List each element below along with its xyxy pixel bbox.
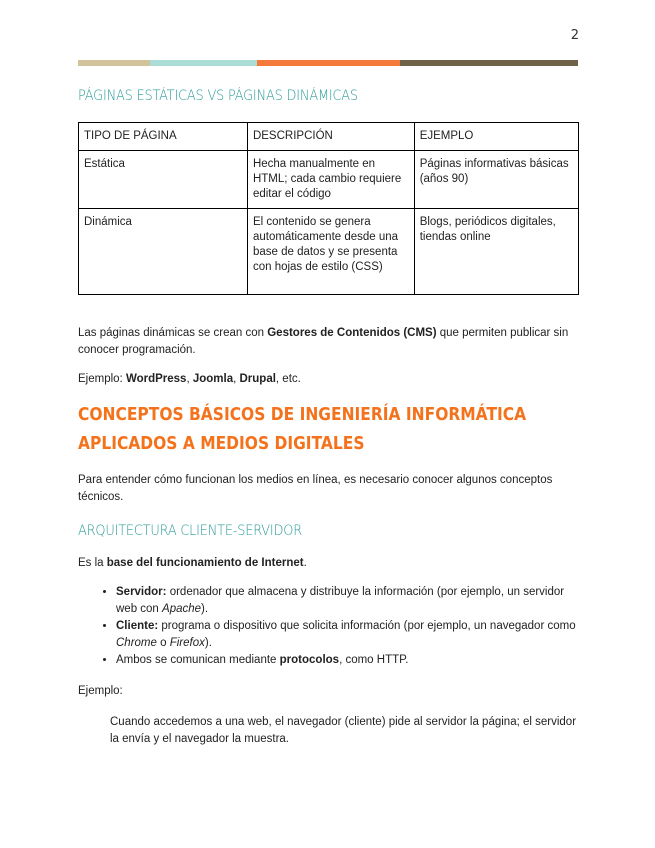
text: , — [186, 373, 193, 385]
concepts-intro: Para entender cómo funcionan los medios en línea, es necesario conocer algunos conceptos técnicos. — [78, 474, 553, 503]
text: . — [303, 557, 307, 569]
text: que permiten publicar sin conocer programación. — [78, 327, 569, 356]
table-row — [79, 151, 579, 209]
text: ). — [201, 603, 209, 615]
internet-bold: base del funcionamiento de Internet — [106, 557, 304, 569]
color-bar-segment-1 — [78, 60, 150, 66]
table-cell: Páginas informativas básicas (años 90) — [414, 151, 578, 209]
wordpress: WordPress — [125, 373, 187, 385]
table-header-cell: DESCRIPCIÓN — [247, 123, 414, 151]
text: programa o dispositivo que solicita información (por ejemplo, un navegador como — [158, 620, 576, 632]
page-number: 2 — [570, 28, 579, 43]
color-bar-segment-4 — [400, 60, 578, 66]
pages-comparison-table — [78, 122, 579, 295]
cms-paragraph — [78, 325, 578, 359]
cms-examples-paragraph — [78, 371, 578, 388]
text: Ejemplo: — [78, 373, 126, 385]
cms-bold: Gestores de Contenidos (CMS) — [267, 327, 437, 339]
chrome-italic: Chrome — [116, 637, 157, 649]
heading-static-vs-dynamic: PÁGINAS ESTÁTICAS VS PÁGINAS DINÁMICAS — [78, 88, 358, 104]
cliente-label: Cliente: — [116, 620, 159, 632]
drupal: Drupal — [239, 373, 276, 385]
table-header-row — [79, 123, 579, 151]
firefox-italic: Firefox — [169, 637, 205, 649]
table-cell: El contenido se genera automáticamente desde una base de datos y se presenta con hojas de estilo (CSS) — [247, 209, 414, 295]
text: Ambos se comunican mediante — [116, 654, 280, 666]
text: , — [233, 373, 240, 385]
table-header-cell: EJEMPLO — [414, 123, 578, 151]
client-server-intro — [78, 555, 578, 572]
protocolos-bold: protocolos — [279, 654, 340, 666]
table-header-cell: TIPO DE PÁGINA — [79, 123, 248, 151]
table-cell: Hecha manualmente en HTML; cada cambio requiere editar el código — [247, 151, 414, 209]
color-bar-segment-2 — [150, 60, 257, 66]
servidor-label: Servidor: — [116, 586, 167, 598]
page-content — [78, 88, 578, 748]
heading-basic-concepts: CONCEPTOS BÁSICOS DE INGENIERÍA INFORMÁTICA APLICADOS A MEDIOS DIGITALES — [78, 404, 527, 454]
color-bar-segment-3 — [257, 60, 400, 66]
heading-client-server: ARQUITECTURA CLIENTE-SERVIDOR — [78, 523, 302, 539]
text: , etc. — [275, 373, 301, 385]
header-color-bar — [78, 60, 578, 66]
example-label: Ejemplo: — [78, 685, 123, 697]
example-text: Cuando accedemos a una web, el navegador (cliente) pide al servidor la página; el servidor la envía y el navegador la muestra. — [110, 716, 577, 745]
table-row — [79, 209, 579, 295]
table-cell: Estática — [79, 151, 248, 209]
table-cell: Blogs, periódicos digitales, tiendas online — [414, 209, 578, 295]
list-item — [116, 584, 578, 618]
apache-italic: Apache — [162, 603, 202, 615]
list-item — [116, 618, 578, 652]
table-cell: Dinámica — [79, 209, 248, 295]
text: o — [156, 637, 170, 649]
joomla: Joomla — [192, 373, 234, 385]
list-item — [116, 652, 578, 669]
text: , como HTTP. — [339, 654, 409, 666]
text: Es la — [78, 557, 107, 569]
text: ). — [204, 637, 212, 649]
text: ordenador que almacena y distribuye la información (por ejemplo, un servidor web con — [116, 586, 565, 615]
client-server-list — [78, 584, 578, 669]
text: Las páginas dinámicas se crean con — [78, 327, 268, 339]
